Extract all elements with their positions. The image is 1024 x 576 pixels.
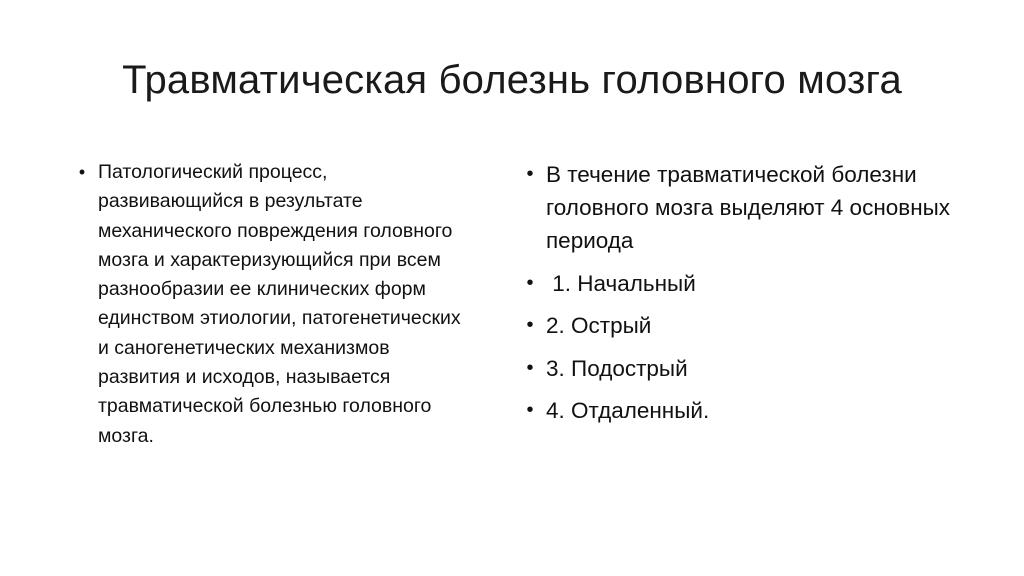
period-acute-text: 2. Острый bbox=[546, 313, 652, 338]
bullet-dot-icon: • bbox=[78, 162, 86, 182]
bullet-dot-icon: • bbox=[526, 314, 534, 336]
list-item bbox=[520, 352, 960, 385]
list-item bbox=[520, 394, 960, 427]
period-remote-text: 4. Отдаленный. bbox=[546, 398, 710, 423]
periods-intro-text: В течение травматической болезни головного мозга выделяют 4 основных периода bbox=[546, 162, 951, 253]
bullet-dot-icon: • bbox=[526, 271, 534, 294]
list-item bbox=[520, 158, 960, 257]
list-item bbox=[72, 158, 472, 451]
right-column-list bbox=[520, 158, 960, 437]
list-item bbox=[520, 309, 960, 342]
bullet-dot-icon: • bbox=[526, 399, 534, 421]
period-subacute-text: 3. Подострый bbox=[546, 355, 688, 381]
definition-text: Патологический процесс, развивающийся в результате механического повреждения головного мозга и характеризующийся при всем разнообразии ее клинических форм единством этиологии, патогенетических и саногенетических механизмов развития и исходов, называется травматической болезнью головного мозга. bbox=[98, 161, 461, 447]
left-column-list bbox=[72, 158, 472, 451]
bullet-dot-icon: • bbox=[526, 163, 534, 185]
list-item bbox=[520, 267, 960, 300]
slide-title: Травматическая болезнь головного мозга bbox=[122, 58, 902, 102]
bullet-dot-icon: • bbox=[526, 356, 534, 379]
period-initial-text: 1. Начальный bbox=[546, 270, 696, 296]
